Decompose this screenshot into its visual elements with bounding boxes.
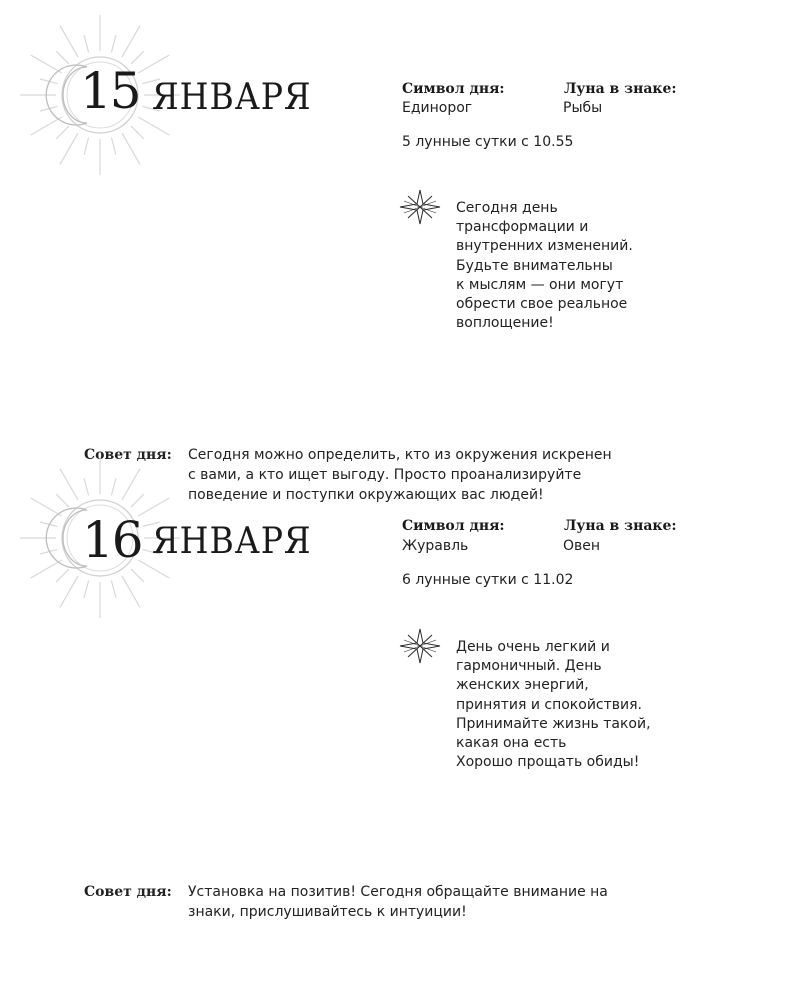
symbol-label: Символ дня: (402, 518, 505, 534)
advice-text (188, 445, 688, 505)
date-day-number: 15 (80, 62, 140, 120)
advice-label: Совет дня: (84, 884, 172, 900)
advice-block (84, 445, 704, 505)
symbol-value: Единорог (402, 100, 473, 116)
advice-block (84, 882, 704, 927)
description-line: трансформации и (456, 219, 589, 236)
moon-label: Луна в знаке: (564, 81, 677, 97)
description-line: принятия и спокойствия. (456, 696, 642, 713)
description-line: Сегодня день (456, 200, 558, 216)
advice-label: Совет дня: (84, 447, 172, 463)
description-line: Принимайте жизнь такой, (456, 715, 651, 732)
advice-line: знаки, прислушивайтесь к интуиции! (188, 904, 467, 920)
description-line: к мыслям — они могут (456, 276, 624, 293)
moon-label: Луна в знаке: (564, 518, 677, 534)
date-day-number: 16 (82, 511, 142, 569)
description-line: воплощение! (456, 315, 554, 332)
description-line: внутренних изменений. (456, 238, 633, 255)
lunar-day-info: 6 лунные сутки с 11.02 (402, 572, 574, 588)
lunar-day-info: 5 лунные сутки с 10.55 (402, 134, 574, 150)
advice-line: Сегодня можно определить, кто из окружения искренен (188, 447, 612, 463)
description-line: гармоничный. День (456, 658, 602, 675)
day-description (456, 199, 786, 333)
date-month: ЯНВАРЯ (152, 521, 312, 562)
compass-star-icon (398, 627, 442, 665)
advice-line: поведение и поступки окружающих вас людей! (188, 487, 544, 503)
description-line: обрести свое реальное (456, 296, 628, 313)
description-line: какая она есть (456, 735, 567, 752)
advice-line: Установка на позитив! Сегодня обращайте внимание на (188, 884, 608, 900)
advice-text (188, 882, 688, 922)
moon-value: Овен (563, 538, 601, 554)
symbol-value: Журавль (402, 538, 469, 554)
description-line: День очень легкий и (456, 639, 610, 655)
description-line: женских энергий, (456, 677, 589, 694)
advice-line: с вами, а кто ищет выгоду. Просто проанализируйте (188, 467, 582, 483)
symbol-label: Символ дня: (402, 81, 505, 97)
date-month: ЯНВАРЯ (152, 77, 312, 118)
description-line: Будьте внимательны (456, 257, 613, 274)
compass-star-icon (398, 188, 442, 226)
moon-value: Рыбы (563, 100, 603, 116)
description-line: Хорошо прощать обиды! (456, 754, 640, 771)
day-description (456, 638, 786, 772)
